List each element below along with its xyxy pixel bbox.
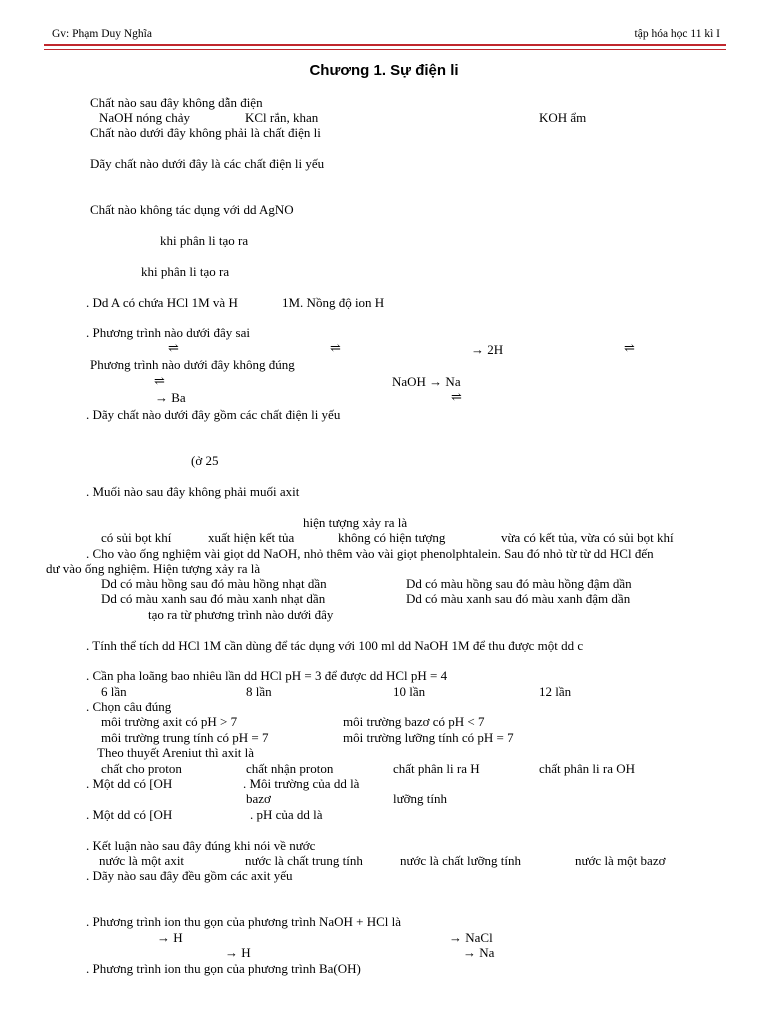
option-text: môi trường trung tính có pH = 7 bbox=[101, 730, 269, 745]
header-subject: tập hóa học 11 kì I bbox=[634, 28, 720, 40]
option-text: 12 lần bbox=[539, 684, 572, 699]
option-text: môi trường bazơ có pH < 7 bbox=[343, 714, 485, 729]
question-text: . Tính thể tích dd HCl 1M cần dùng để tác dụng với 100 ml dd NaOH 1M để thu được một dd c bbox=[86, 638, 584, 653]
option-text: KCl rắn, khan bbox=[245, 110, 319, 125]
option-text: Dd có màu hồng sau đó màu hồng đậm dần bbox=[406, 576, 632, 591]
question-text: . Cho vào ống nghiệm vài giọt dd NaOH, nhỏ thêm vào vài giọt phenolphtalein. Sau đó nhỏ từ từ dd HCl đến bbox=[86, 546, 654, 561]
option-text: NaOH nóng chảy bbox=[99, 110, 190, 125]
option-text: nước là chất trung tính bbox=[245, 853, 363, 868]
option-text: khi phân li tạo ra bbox=[160, 233, 249, 248]
option-text: KOH ẩm bbox=[539, 110, 587, 125]
header-author: Gv: Phạm Duy Nghĩa bbox=[52, 28, 152, 40]
equation-fragment: → NaCl bbox=[449, 930, 493, 945]
option-text: Dd có màu xanh sau đó màu xanh nhạt dần bbox=[101, 591, 326, 606]
option-text: chất phân li ra OH bbox=[539, 761, 636, 776]
option-text: 6 lần bbox=[101, 684, 127, 699]
question-text: dư vào ống nghiệm. Hiện tượng xảy ra là bbox=[46, 561, 261, 576]
option-text: xuất hiện kết tủa bbox=[208, 530, 295, 545]
question-text: . Môi trường của dd là bbox=[243, 776, 360, 791]
question-text: . Một dd có [OH bbox=[86, 776, 173, 791]
option-text: chất phân li ra H bbox=[393, 761, 480, 776]
chapter-title: Chương 1. Sự điện li bbox=[309, 62, 459, 79]
question-text: 1M. Nồng độ ion H bbox=[282, 295, 385, 310]
equation-fragment: → H bbox=[225, 945, 251, 960]
question-text: Chất nào dưới đây không phải là chất điện li bbox=[90, 125, 321, 140]
question-text: hiện tượng xảy ra là bbox=[303, 515, 408, 530]
question-text: . Dd A có chứa HCl 1M và H bbox=[86, 295, 238, 310]
option-text: 10 lần bbox=[393, 684, 426, 699]
option-text: khi phân li tạo ra bbox=[141, 264, 230, 279]
option-text: vừa có kết tủa, vừa có sủi bọt khí bbox=[501, 530, 674, 545]
question-text: Theo thuyết Areniut thì axit là bbox=[97, 745, 255, 760]
question-text: . Muối nào sau đây không phải muối axit bbox=[86, 484, 300, 499]
question-text: tạo ra từ phương trình nào dưới đây bbox=[148, 607, 334, 622]
option-text: nước là một bazơ bbox=[575, 853, 666, 868]
option-text: có sủi bọt khí bbox=[101, 530, 172, 545]
option-text: Dd có màu xanh sau đó màu xanh đậm dần bbox=[406, 591, 631, 606]
question-text: . Chọn câu đúng bbox=[86, 699, 172, 714]
question-text: . Một dd có [OH bbox=[86, 807, 173, 822]
header-rule-thin bbox=[44, 49, 726, 50]
question-text: . Phương trình nào dưới đây sai bbox=[86, 325, 250, 340]
option-text: chất cho proton bbox=[101, 761, 182, 776]
option-text: nước là chất lưỡng tính bbox=[400, 853, 521, 868]
option-text: 8 lần bbox=[246, 684, 272, 699]
option-text: Dd có màu hồng sau đó màu hồng nhạt dần bbox=[101, 576, 327, 591]
option-text: chất nhận proton bbox=[246, 761, 334, 776]
question-text: Phương trình nào dưới đây không đúng bbox=[90, 357, 295, 372]
option-text: môi trường axit có pH > 7 bbox=[101, 714, 238, 729]
option-text: nước là một axit bbox=[99, 853, 185, 868]
equation-fragment: NaOH → Na bbox=[392, 374, 461, 389]
header-rule-thick bbox=[44, 44, 726, 46]
question-text: . Dãy chất nào dưới đây gồm các chất điện li yếu bbox=[86, 407, 341, 422]
equation-fragment: → 2H bbox=[471, 342, 504, 357]
equilibrium-arrow: ⇌ bbox=[154, 373, 165, 388]
question-text: . Cần pha loãng bao nhiêu lần dd HCl pH = 3 để được dd HCl pH = 4 bbox=[86, 668, 448, 683]
option-text: bazơ bbox=[246, 791, 271, 806]
equation-fragment: → Na bbox=[463, 945, 495, 960]
equation-fragment: → Ba bbox=[155, 390, 186, 405]
condition-text: (ở 25 bbox=[191, 453, 219, 468]
question-text: . Dãy nào sau đây đều gồm các axit yếu bbox=[86, 868, 293, 883]
equilibrium-arrow: ⇌ bbox=[168, 340, 179, 355]
question-text: . Phương trình ion thu gọn của phương trình NaOH + HCl là bbox=[86, 914, 402, 929]
question-text: . pH của dd là bbox=[250, 807, 323, 822]
equilibrium-arrow: ⇌ bbox=[330, 340, 341, 355]
question-text: Chất nào sau đây không dẫn điện bbox=[90, 95, 263, 110]
equation-fragment: → H bbox=[157, 930, 183, 945]
question-text: . Phương trình ion thu gọn của phương trình Ba(OH) bbox=[86, 961, 361, 976]
equilibrium-arrow: ⇌ bbox=[624, 340, 635, 355]
question-text: Chất nào không tác dụng với dd AgNO bbox=[90, 202, 294, 217]
option-text: không có hiện tượng bbox=[338, 530, 446, 545]
option-text: lưỡng tính bbox=[393, 791, 448, 806]
equilibrium-arrow: ⇌ bbox=[451, 389, 462, 404]
question-text: Dãy chất nào dưới đây là các chất điện li yếu bbox=[90, 156, 325, 171]
option-text: môi trường lưỡng tính có pH = 7 bbox=[343, 730, 514, 745]
question-text: . Kết luận nào sau đây đúng khi nói về nước bbox=[86, 838, 316, 853]
